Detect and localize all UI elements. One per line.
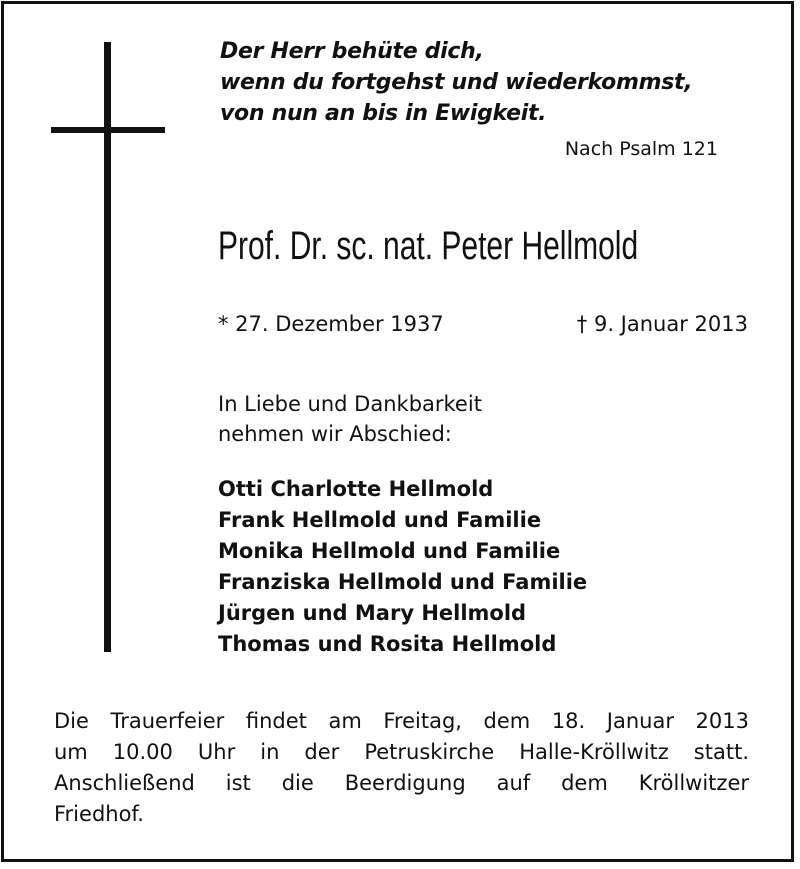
deceased-name: Prof. Dr. sc. nat. Peter Hellmold [218, 224, 639, 268]
mourner-name: Franziska Hellmold und Familie [218, 570, 588, 594]
mourner-name: Monika Hellmold und Familie [218, 539, 561, 563]
service-line: Anschließend ist die Beerdigung auf dem Kröllwitzer [54, 771, 749, 795]
service-line: um 10.00 Uhr in der Petruskirche Halle-Kröllwitz statt. [54, 740, 749, 764]
mourner-name: Frank Hellmold und Familie [218, 508, 542, 532]
mourner-name: Thomas und Rosita Hellmold [218, 632, 557, 656]
farewell-intro [218, 389, 482, 449]
verse-line: wenn du fortgehst und wiederkommst, [220, 70, 693, 95]
intro-line: In Liebe und Dankbarkeit [218, 392, 482, 416]
verse-line: von nun an bis in Ewigkeit. [220, 101, 547, 126]
service-line: Die Trauerfeier findet am Freitag, dem 18. Januar 2013 [54, 709, 749, 733]
verse-line: Der Herr behüte dich, [220, 39, 484, 64]
funeral-service-info [54, 706, 749, 830]
life-dates [218, 308, 748, 340]
death-date: † 9. Januar 2013 [576, 312, 748, 336]
mourner-name: Otti Charlotte Hellmold [218, 477, 494, 501]
service-line: Friedhof. [54, 802, 144, 826]
cross-horizontal-bar [51, 127, 165, 133]
bible-verse [220, 36, 692, 129]
birth-date: * 27. Dezember 1937 [218, 312, 444, 336]
mourner-name: Jürgen und Mary Hellmold [218, 601, 527, 625]
intro-line: nehmen wir Abschied: [218, 422, 452, 446]
mourners-list [218, 474, 587, 660]
cross-vertical-bar [104, 42, 111, 652]
verse-source: Nach Psalm 121 [564, 138, 718, 160]
